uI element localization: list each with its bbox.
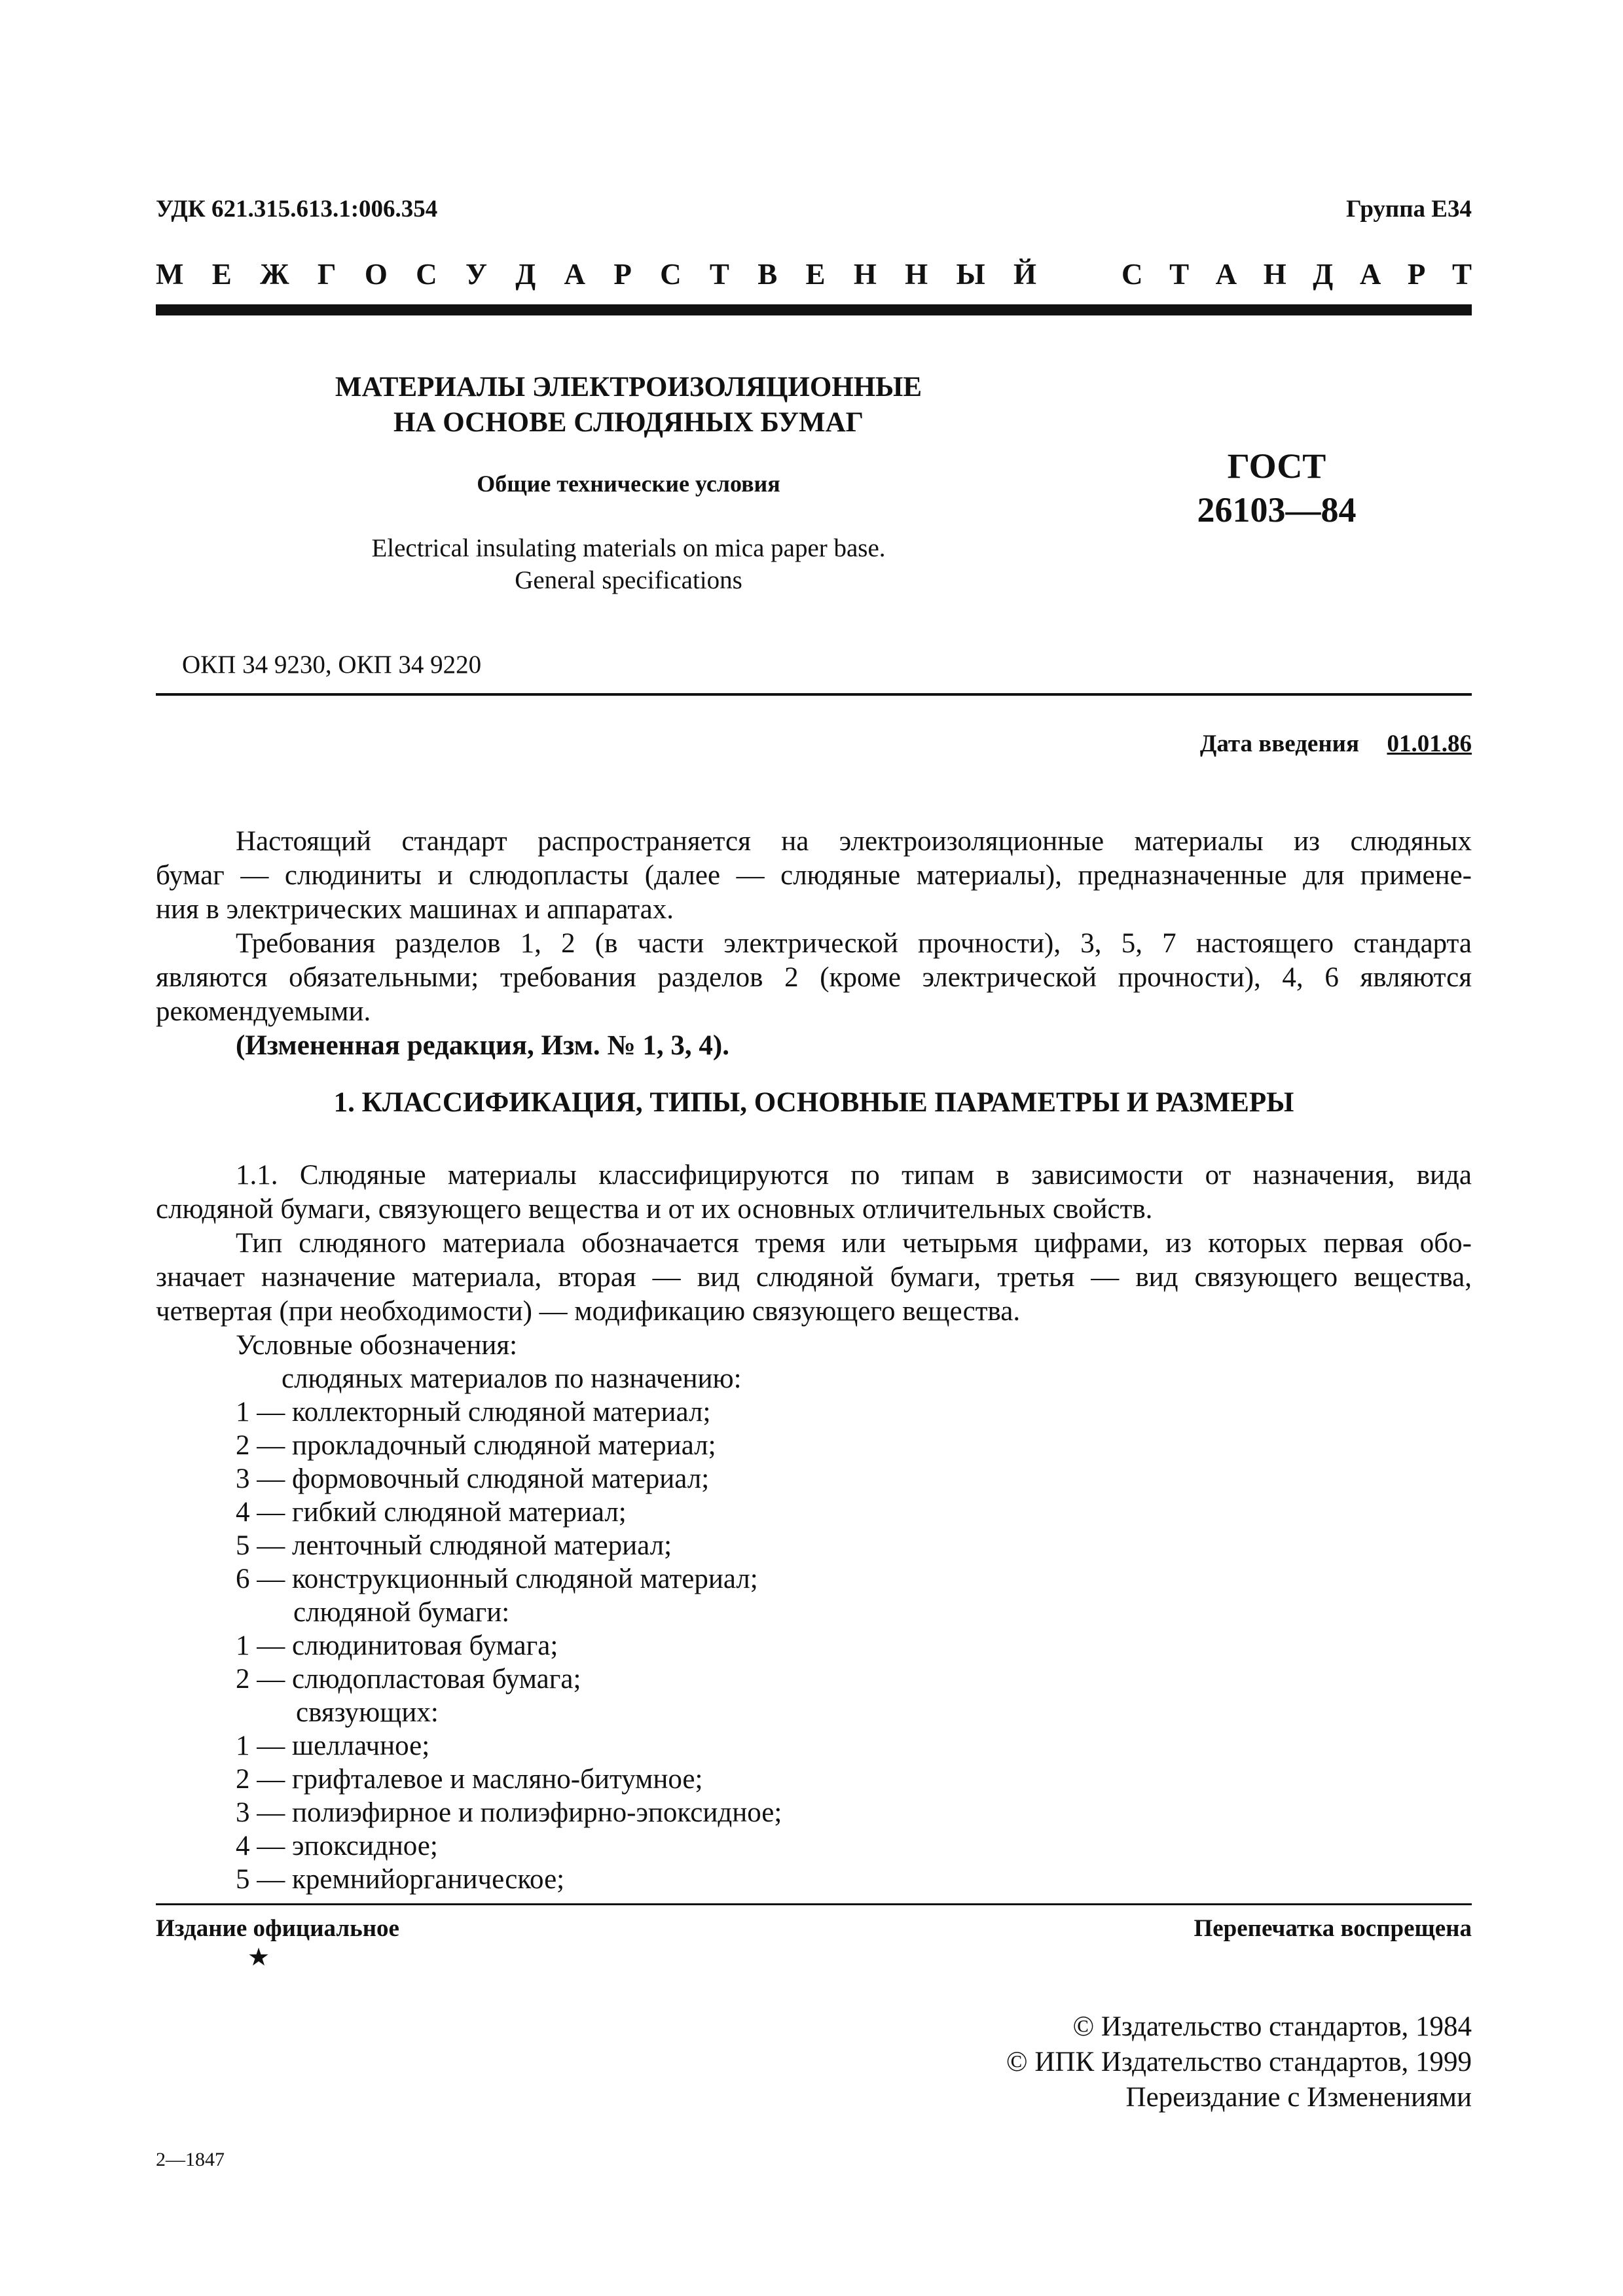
banner-interstate-letter-1: М [156,258,184,291]
banner-word-interstate [156,257,1036,291]
copyright-line-2: © ИПК Издательство стандартов, 1999 [1006,2047,1472,2077]
banner-interstate-letter-16: Н [905,258,928,291]
reprint-note: Переиздание с Изменениями [1125,2082,1472,2113]
reprint-prohibited-label: Перепечатка воспрещена [1194,1915,1472,1942]
binder-item-5: 5 — кремнийорганическое; [236,1864,565,1895]
purpose-item-2: 2 — прокладочный слюдяной материал; [236,1430,716,1461]
gost-number: 26103—84 [1197,490,1357,529]
paper-group-title: слюдяной бумаги: [293,1597,510,1628]
paragraph-1-line-1: Настоящий стандарт распространяется на электроизоляционные материалы из слюдяных [236,826,1472,857]
purpose-item-3: 3 — формовочный слюдяной материал; [236,1463,710,1494]
purpose-item-5: 5 — ленточный слюдяной материал; [236,1530,672,1561]
title-line-2: НА ОСНОВЕ СЛЮДЯНЫХ БУМАГ [393,407,864,438]
paragraph-3-line-2: слюдяной бумаги, связующего вещества и от их основных отличительных свойств. [156,1194,1153,1225]
banner-standard-letter-2: Т [1169,258,1190,291]
banner-interstate-letter-18: Й [1013,258,1036,291]
banner-interstate-letter-17: Ы [956,258,985,291]
paragraph-2-line-2: являются обязательными; требования разделов 2 (кроме электрической прочности), 4, 6 являются [156,962,1472,993]
banner-interstate-letter-15: Н [853,258,877,291]
banner-word-standard [1122,257,1472,291]
banner-interstate-letter-9: А [564,258,586,291]
copyright-line-1: © Издательство стандартов, 1984 [1072,2011,1472,2042]
paper-item-1: 1 — слюдинитовая бумага; [236,1630,558,1661]
paragraph-1-line-3: ния в электрических машинах и аппаратах. [156,894,674,925]
star-mark: ★ [247,1944,270,1971]
banner-interstate-letter-3: Ж [260,258,289,291]
introduction-date-label: Дата введения [1199,730,1359,757]
banner-standard-letter-3: А [1215,258,1237,291]
amendment-note: (Измененная редакция, Изм. № 1, 3, 4). [236,1030,729,1061]
title-subtitle: Общие технические условия [477,471,780,497]
introduction-date [1200,730,1472,758]
english-title-line-1: Electrical insulating materials on mica paper base. [371,534,886,562]
conventions-heading: Условные обозначения: [236,1330,518,1361]
official-edition-label: Издание официальное [156,1915,399,1942]
title-line-1: МАТЕРИАЛЫ ЭЛЕКТРОИЗОЛЯЦИОННЫЕ [335,372,922,403]
footer-rule [156,1903,1472,1905]
banner-standard-letter-1: С [1122,258,1143,291]
introduction-date-value: 01.01.86 [1387,730,1472,757]
group-code: Группа Е34 [1346,196,1472,223]
banner-interstate-letter-11: С [660,258,682,291]
banner-standard-letter-8: Т [1451,258,1472,291]
banner-interstate-letter-13: В [757,258,778,291]
paragraph-2-line-1: Требования разделов 1, 2 (в части электрической прочности), 3, 5, 7 настоящего стандарта [236,928,1472,959]
banner-standard-letter-4: Н [1263,258,1286,291]
okp-rule [156,693,1472,696]
section-1-heading: 1. КЛАССИФИКАЦИЯ, ТИПЫ, ОСНОВНЫЕ ПАРАМЕТРЫ И РАЗМЕРЫ [333,1087,1294,1118]
paragraph-4-line-1: Тип слюдяного материала обозначается тремя или четырьмя цифрами, из которых первая обо- [236,1228,1472,1259]
interstate-standard-banner [156,257,1472,291]
purpose-item-6: 6 — конструкционный слюдяной материал; [236,1564,758,1594]
purpose-item-1: 1 — коллекторный слюдяной материал; [236,1397,711,1427]
paragraph-1-line-2: бумаг — слюдиниты и слюдопласты (далее — слюдяные материалы), предназначенные для примене- [156,860,1472,891]
banner-standard-letter-6: А [1359,258,1381,291]
banner-interstate-letter-4: Г [317,258,337,291]
banner-standard-letter-5: Д [1313,258,1334,291]
gost-label: ГОСТ [1227,446,1326,486]
purpose-item-4: 4 — гибкий слюдяной материал; [236,1497,627,1528]
banner-interstate-letter-5: О [364,258,388,291]
paper-item-2: 2 — слюдопластовая бумага; [236,1664,581,1695]
purpose-group-title: слюдяных материалов по назначению: [282,1363,742,1394]
banner-interstate-letter-14: Е [805,258,826,291]
udc-code: УДК 621.315.613.1:006.354 [156,196,438,223]
binder-item-1: 1 — шеллачное; [236,1731,430,1761]
header-thick-rule [156,304,1472,315]
binder-item-3: 3 — полиэфирное и полиэфирно-эпоксидное; [236,1797,782,1828]
binder-item-2: 2 — грифталевое и масляно-битумное; [236,1764,703,1795]
binder-group-title: связующих: [296,1697,439,1728]
paragraph-4-line-3: четвертая (при необходимости) — модификацию связующего вещества. [156,1296,1021,1327]
banner-standard-letter-7: Р [1407,258,1426,291]
okp-codes: ОКП 34 9230, ОКП 34 9220 [182,651,482,679]
banner-interstate-letter-7: У [465,258,487,291]
english-title-line-2: General specifications [515,566,742,594]
banner-interstate-letter-10: Р [613,258,632,291]
banner-interstate-letter-8: Д [515,258,536,291]
binder-item-4: 4 — эпоксидное; [236,1831,438,1861]
paragraph-3-line-1: 1.1. Слюдяные материалы классифицируются по типам в зависимости от назначения, вида [236,1160,1472,1191]
paragraph-2-line-3: рекомендуемыми. [156,996,371,1027]
sheet-signature: 2—1847 [156,2149,225,2170]
banner-interstate-letter-6: С [416,258,437,291]
banner-interstate-letter-12: Т [709,258,729,291]
banner-interstate-letter-2: Е [211,258,232,291]
paragraph-4-line-2: значает назначение материала, вторая — вид слюдяной бумаги, третья — вид связующего вещества, [156,1262,1472,1293]
